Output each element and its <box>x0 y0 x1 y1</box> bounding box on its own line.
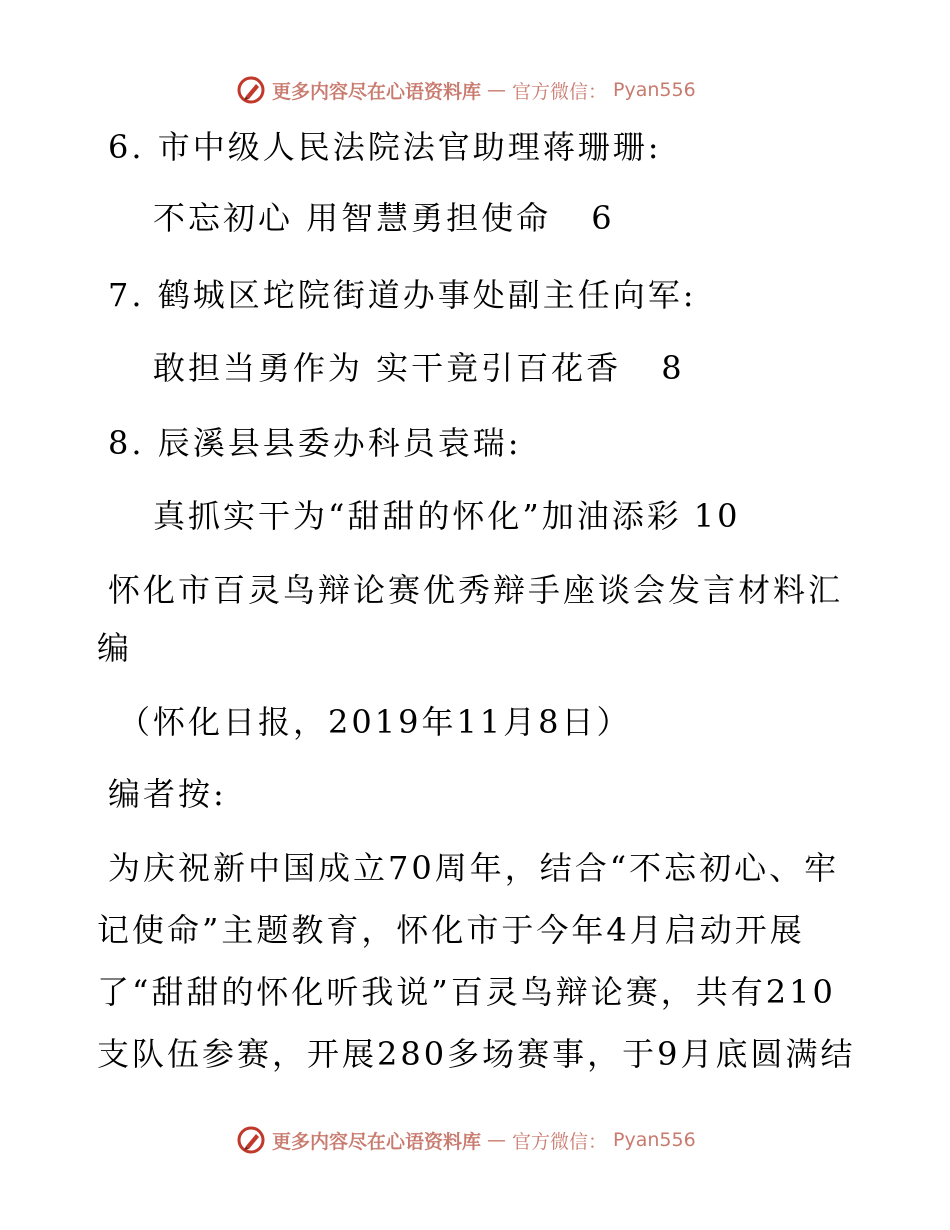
watermark-wechat-id: Pyan556 <box>613 79 696 101</box>
watermark-wechat-label: 官方微信： <box>512 1130 608 1153</box>
watermark-brand: 更多内容尽在心语资料库 <box>272 80 482 103</box>
pen-logo-icon <box>236 75 266 105</box>
article-title: 怀化市百灵鸟辩论赛优秀辩手座谈会发言材料汇 <box>108 571 844 609</box>
toc-number: 7. <box>108 276 145 314</box>
pen-logo-icon <box>236 1125 266 1155</box>
watermark-separator: — <box>487 1129 507 1151</box>
toc-entry-title <box>108 275 697 315</box>
watermark-wechat-id: Pyan556 <box>613 1129 696 1151</box>
toc-entry-title <box>108 423 522 463</box>
toc-title: 鹤城区坨院街道办事处副主任向军: <box>157 276 697 314</box>
watermark-separator: — <box>487 79 507 101</box>
toc-entry-title <box>108 127 662 167</box>
editor-note-label: 编者按: <box>108 775 227 813</box>
header-watermark <box>236 73 696 107</box>
toc-number: 6. <box>108 128 145 166</box>
body-line: 支队伍参赛，开展280多场赛事，于9月底圆满结 <box>97 1035 856 1073</box>
footer-watermark <box>236 1123 696 1157</box>
toc-page-number: 8 <box>661 349 685 387</box>
watermark-brand: 更多内容尽在心语资料库 <box>272 1130 482 1153</box>
toc-page-number: 10 <box>693 497 741 535</box>
watermark-wechat-label: 官方微信： <box>512 80 608 103</box>
toc-entry-subtitle <box>153 198 615 238</box>
toc-title: 辰溪县县委办科员袁瑞: <box>157 424 522 462</box>
toc-entry-subtitle <box>153 496 740 536</box>
toc-page-number: 6 <box>591 199 615 237</box>
article-title-continued: 编 <box>97 629 133 667</box>
article-source: （怀化日报，2019年11月8日） <box>118 703 632 741</box>
body-line: 了“甜甜的怀化听我说”百灵鸟辩论赛，共有210 <box>97 973 836 1011</box>
toc-number: 8. <box>108 424 145 462</box>
toc-title: 市中级人民法院法官助理蒋珊珊: <box>157 128 662 166</box>
toc-subtitle: 敢担当勇作为 实干竟引百花香 <box>153 349 622 387</box>
toc-subtitle: 不忘初心 用智慧勇担使命 <box>153 199 552 237</box>
body-line: 为庆祝新中国成立70周年，结合“不忘初心、牢 <box>108 849 840 887</box>
toc-subtitle: 真抓实干为“甜甜的怀化”加油添彩 <box>153 497 682 535</box>
toc-entry-subtitle <box>153 348 685 388</box>
body-line: 记使命”主题教育，怀化市于今年4月启动开展 <box>97 911 805 949</box>
